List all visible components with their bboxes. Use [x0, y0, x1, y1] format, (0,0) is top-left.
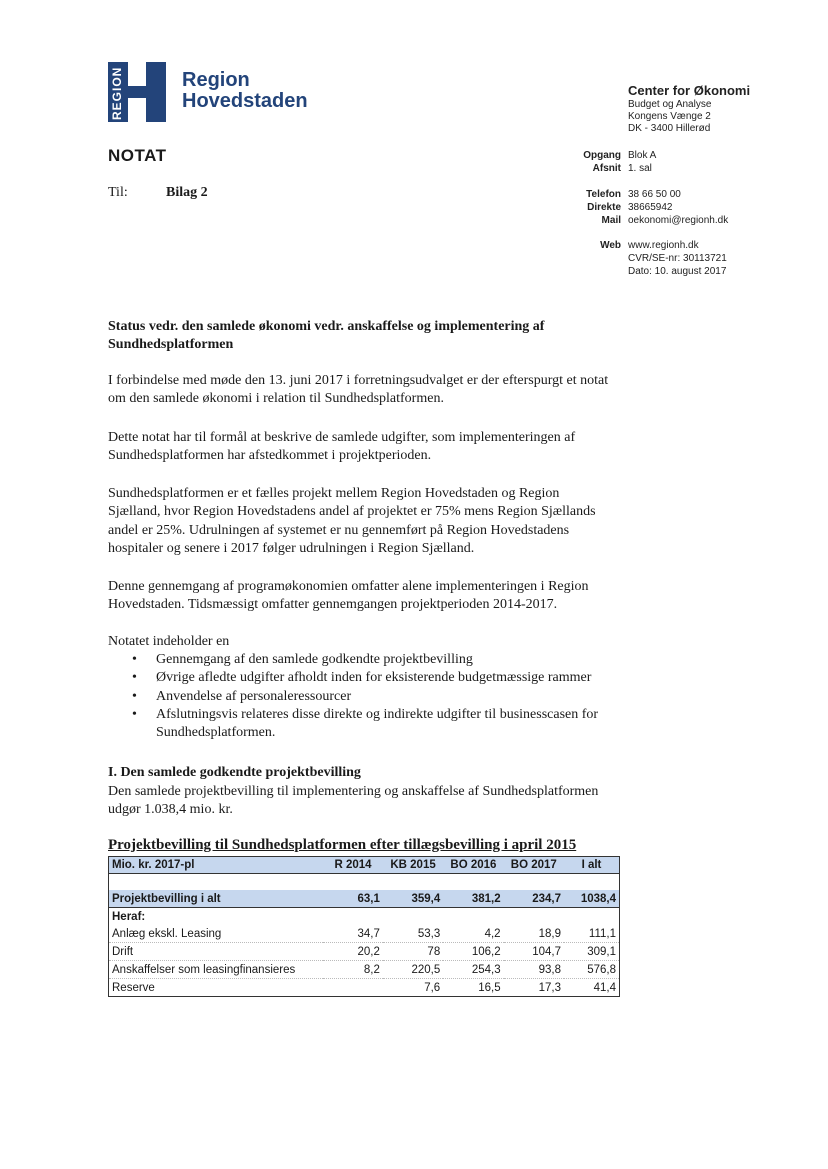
- list-item: [108, 688, 618, 706]
- contact-value: 38 66 50 00: [628, 189, 681, 200]
- table-cell: 8,2: [323, 961, 383, 979]
- contact-value: 38665942: [628, 202, 673, 213]
- logo-right-bar: [146, 62, 166, 122]
- recipient-label: Til:: [108, 185, 128, 200]
- list-item-text: Afslutningsvis relateres disse direkte og indirekte udgifter til businesscasen for Sundhedsplatformen.: [156, 706, 599, 741]
- table-row: [109, 943, 620, 961]
- contact-value: Blok A: [628, 150, 657, 161]
- table-cell: 16,5: [478, 981, 501, 994]
- table-header-row: [109, 857, 620, 874]
- bullet-icon: •: [132, 670, 137, 686]
- contact-key: Afsnit: [592, 163, 621, 174]
- bullet-icon: •: [132, 652, 137, 667]
- table-cell: 220,5: [383, 961, 443, 979]
- table-total-row: [109, 890, 620, 908]
- paragraph: Sundhedsplatformen er et fælles projekt mellem Region Hovedstaden og Region Sjælland, hvor Region Hovedstadens andel af projektet er 75% mens Region Sjællands andel er 25%. Udrulningen af systemet er nu gennemført på Region Hovedstadens hospitaler og senere i 2017 følger udrulningen i Region Sjælland.: [108, 486, 596, 556]
- document-title: Status vedr. den samlede økonomi vedr. anskaffelse og implementering af Sundhedsplatformen: [108, 319, 545, 353]
- table-cell: Anskaffelser som leasingfinansieres: [109, 961, 324, 979]
- contact-key: Web: [600, 240, 621, 251]
- table-cell: 18,9: [504, 925, 564, 943]
- section-heading: I. Den samlede godkendte projektbevilling: [108, 765, 361, 780]
- address-line: DK - 3400 Hillerød: [628, 123, 711, 134]
- sender-department: Center for Økonomi: [628, 83, 751, 98]
- recipient-value: Bilag 2: [166, 185, 208, 200]
- contact-value: 1. sal: [628, 163, 652, 174]
- bullet-list: [108, 651, 618, 742]
- bullet-icon: •: [132, 688, 137, 704]
- address-line: Budget og Analyse: [628, 99, 712, 110]
- address-line: Kongens Vænge 2: [628, 111, 711, 122]
- column-header: R 2014: [323, 857, 383, 874]
- table-cell: 7,6: [424, 981, 441, 994]
- table-cell: 17,3: [538, 981, 561, 994]
- table-cell: 234,7: [504, 890, 564, 908]
- paragraph: Notatet indeholder en: [108, 634, 230, 649]
- document-type: NOTAT: [108, 146, 167, 165]
- table-cell: 93,8: [504, 961, 564, 979]
- list-item: [108, 669, 618, 687]
- table-cell: 309,1: [564, 943, 620, 961]
- list-item: [108, 706, 618, 743]
- table-row: [109, 979, 620, 997]
- table-cell: Reserve: [112, 981, 155, 994]
- table-title: Projektbevilling til Sundhedsplatformen efter tillægsbevilling i april 2015: [108, 837, 577, 853]
- table-cell: 254,3: [443, 961, 503, 979]
- table-cell: Projektbevilling i alt: [109, 890, 324, 908]
- table-spacer-row: [109, 874, 620, 891]
- table-subheader-row: [109, 908, 620, 926]
- paragraph: Den samlede projektbevilling til implementering og anskaffelse af Sundhedsplatformen udgør 1.038,4 mio. kr.: [108, 784, 599, 818]
- paragraph: Denne gennemgang af programøkonomien omfatter alene implementeringen i Region Hovedstaden. Tidsmæssigt omfatter gennemgangen projektperioden 2014-2017.: [108, 579, 589, 613]
- table-cell: 63,1: [323, 890, 383, 908]
- list-item-text: Gennemgang af den samlede godkendte projektbevilling: [156, 652, 473, 667]
- contact-key: Direkte: [587, 202, 621, 213]
- table-cell: 41,4: [593, 981, 616, 994]
- contact-key: Opgang: [583, 150, 621, 161]
- column-header: Mio. kr. 2017-pl: [109, 857, 324, 874]
- table-cell: 1038,4: [564, 890, 620, 908]
- list-item: [108, 651, 618, 669]
- paragraph: I forbindelse med møde den 13. juni 2017 i forretningsudvalget er der efterspurgt et notat om den samlede økonomi i relation til Sundhedsplatformen.: [108, 373, 609, 407]
- contact-value: CVR/SE-nr: 30113721: [628, 253, 727, 264]
- table-cell: 111,1: [564, 925, 620, 943]
- table-cell: [323, 979, 383, 997]
- sender-address: [628, 99, 711, 135]
- table-cell: 20,2: [323, 943, 383, 961]
- column-header: KB 2015: [383, 857, 443, 874]
- budget-table: [108, 856, 620, 997]
- organization-name: [182, 70, 308, 112]
- org-name-line1: Region: [182, 69, 250, 91]
- table-cell: 104,7: [504, 943, 564, 961]
- logo-crossbar: [128, 86, 146, 98]
- table-cell: 381,2: [443, 890, 503, 908]
- column-header: BO 2017: [504, 857, 564, 874]
- region-logo: [108, 62, 166, 122]
- table-row: [109, 925, 620, 943]
- table-row: [109, 961, 620, 979]
- table-cell: 106,2: [443, 943, 503, 961]
- list-item-text: Anvendelse af personaleressourcer: [156, 688, 352, 704]
- contact-key: Telefon: [586, 189, 621, 200]
- bullet-icon: •: [132, 706, 137, 722]
- table-cell: Drift: [109, 943, 324, 961]
- logo-vertical-text: REGION: [110, 66, 124, 120]
- table-cell: Anlæg ekskl. Leasing: [109, 925, 324, 943]
- table-subheader: Heraf:: [112, 910, 146, 923]
- document-date: Dato: 10. august 2017: [628, 266, 727, 277]
- table-cell: 34,7: [323, 925, 383, 943]
- table-cell: 576,8: [564, 961, 620, 979]
- paragraph: Dette notat har til formål at beskrive de samlede udgifter, som implementeringen af Sundhedsplatformen har afstedkommet i projektperioden.: [108, 430, 576, 464]
- table-cell: 78: [383, 943, 443, 961]
- org-name-line2: Hovedstaden: [182, 90, 308, 112]
- column-header: BO 2016: [443, 857, 503, 874]
- list-item-text: Øvrige afledte udgifter afholdt inden for eksisterende budgetmæssige rammer: [156, 670, 592, 686]
- contact-value: www.regionh.dk: [628, 240, 699, 251]
- table-cell: 53,3: [383, 925, 443, 943]
- contact-value: oekonomi@regionh.dk: [628, 215, 729, 226]
- column-header: I alt: [564, 857, 620, 874]
- contact-key: Mail: [601, 215, 621, 226]
- table-cell: 4,2: [443, 925, 503, 943]
- table-cell: 359,4: [383, 890, 443, 908]
